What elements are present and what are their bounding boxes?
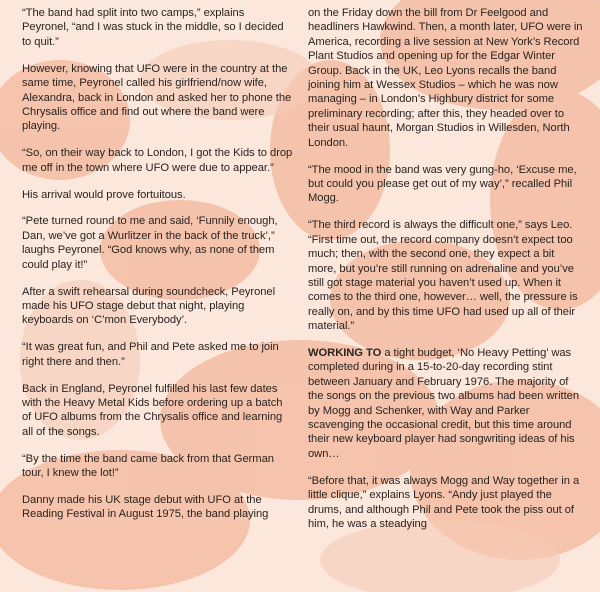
paragraph: “So, on their way back to London, I got the Kids to drop me off in the town where UFO were due to appear.” <box>22 147 293 174</box>
paragraph: “Before that, it was always Mogg and Way together in a little clique,” explains Lyons. “Andy just played the drums, and although Phil and Pete took the piss out of him, he was a steadying <box>308 474 580 530</box>
left-column <box>22 6 294 592</box>
paragraph: “By the time the band came back from that German tour, I knew the lot!” <box>22 452 274 480</box>
paragraph: on the Friday down the bill from Dr Feelgood and headliners Hawkwind. Then, a month later, UFO were in America, recording a live session at New York’s Record Plant Studios and opening up for the Edgar Winter Group. Back in the UK, Leo Lyons recalls the band joining him at Wessex Studios – which he was now managing – in London’s Highbury district for some preliminary recording; after this, they headed over to their usual haunt, Morgan Studios in Willesden, North London. <box>308 7 583 149</box>
lead-in: WORKING TO <box>308 347 382 360</box>
paragraph: “The third record is always the difficult one,” says Leo. “First time out, the record company doesn’t expect too much; then, with the second one, they expect a bit more, but you’re still running on adrenaline and you’ve still got stage material you haven’t used up. When it comes to the third one, however… well, the pressure is really on, and by this time UFO had used up all of their material.” <box>308 219 578 333</box>
paragraph: “The band had split into two camps,” explains Peyronel, “and I was stuck in the middle, so I decided to quit.” <box>22 7 284 48</box>
paragraph: “Pete turned round to me and said, ‘Funnily enough, Dan, we’ve got a Wurlitzer in the back of the truck’,” laughs Peyronel. “God knows why, as none of them could play it!” <box>22 215 278 271</box>
paragraph: His arrival would prove fortuitous. <box>22 188 186 201</box>
lead-paragraph-text: a tight budget, ‘No Heavy Petting’ was completed during in a 15-to-20-day recording stint between January and February 1976. The majority of the songs on the previous two albums had been written by Mogg and Schenker, with Way and Parker scavenging the occasional credit, but this time around their new keyboard player had songwriting ideas of his own… <box>308 347 579 460</box>
paragraph: Danny made his UK stage debut with UFO at the Reading Festival in August 1975, the band playing <box>22 494 269 521</box>
paragraph: After a swift rehearsal during soundcheck, Peyronel made his UFO stage debut that night, playing keyboards on ‘C’mon Everybody’. <box>22 285 276 327</box>
paragraph: However, knowing that UFO were in the country at the same time, Peyronel called his girlfriend/now wife, Alexandra, back in London and asked her to phone the Chrysalis office and find out where the band were playing. <box>22 62 292 133</box>
lead-paragraph <box>308 346 584 461</box>
paragraph: “The mood in the band was very gung-ho, ‘Excuse me, but could you please get out of my way’,” recalled Phil Mogg. <box>308 163 577 205</box>
paragraph: “It was great fun, and Phil and Pete asked me to join right there and then.” <box>22 341 279 368</box>
paragraph: Back in England, Peyronel fulfilled his last few dates with the Heavy Metal Kids before ordering up a batch of UFO albums from the Chrysalis office and learning all of the songs. <box>22 382 283 438</box>
right-column <box>308 6 584 592</box>
